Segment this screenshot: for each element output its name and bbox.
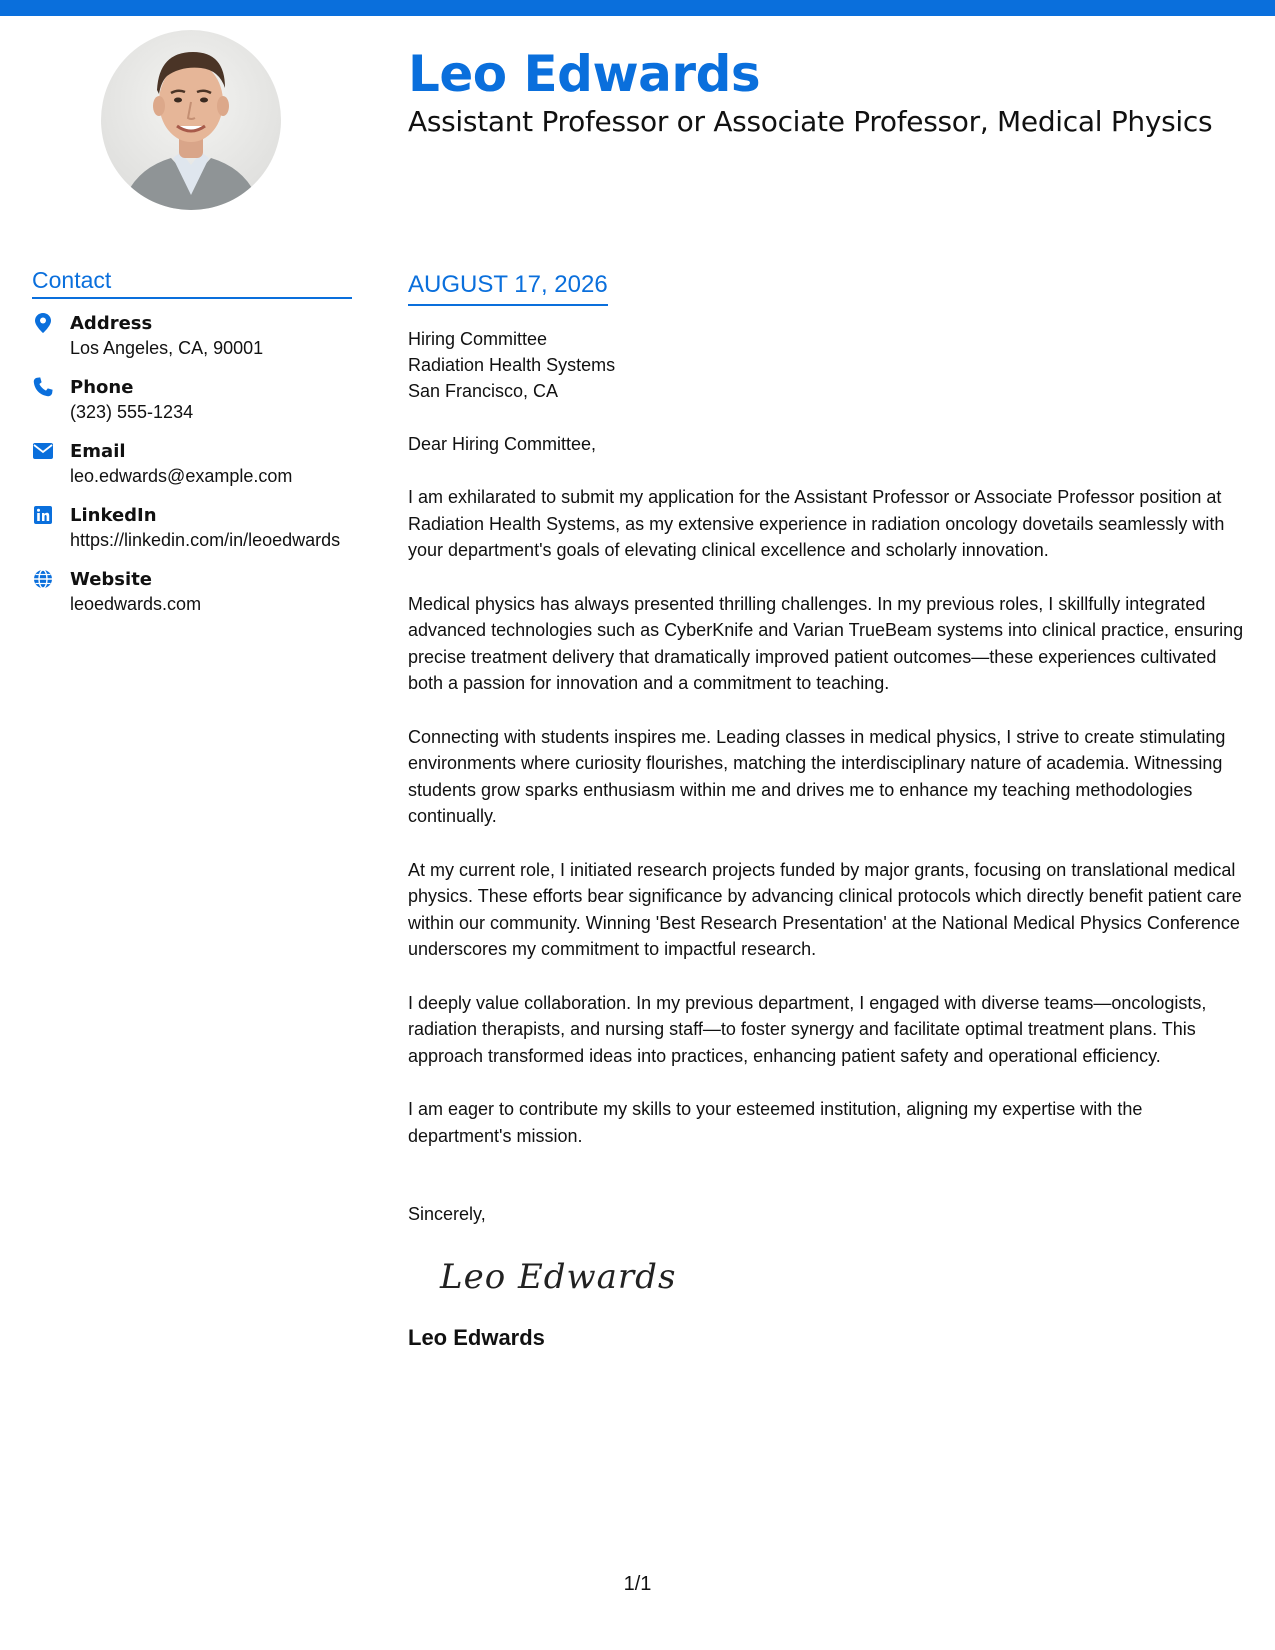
- contact-label: Email: [70, 441, 126, 462]
- portrait-photo: [101, 30, 281, 210]
- contact-label: Address: [70, 313, 153, 334]
- website-value[interactable]: leoedwards.com: [70, 594, 202, 614]
- address-value: Los Angeles, CA, 90001: [70, 338, 264, 358]
- letter-paragraph: I deeply value collaboration. In my previous department, I engaged with diverse teams—oncologists, radiation therapists, and nursing staff—to foster synergy and facilitate optimal treatment plans. This approach transformed ideas into practices, enhancing patient safety and operational efficiency.: [408, 992, 1207, 1066]
- applicant-name: Leo Edwards: [408, 45, 761, 103]
- location-pin-icon: [32, 312, 54, 334]
- recipient-line: Hiring Committee: [408, 329, 548, 349]
- email-value[interactable]: leo.edwards@example.com: [70, 466, 293, 486]
- contact-heading: Contact: [32, 264, 352, 299]
- signed-name: Leo Edwards: [408, 1325, 545, 1350]
- contact-label: LinkedIn: [70, 505, 157, 526]
- contact-label: Phone: [70, 377, 134, 398]
- phone-icon: [32, 376, 54, 398]
- letter-paragraph: I am eager to contribute my skills to your esteemed institution, aligning my expertise with the department's mission.: [408, 1099, 1143, 1146]
- recipient-block: [408, 326, 1248, 404]
- recipient-line: Radiation Health Systems: [408, 355, 616, 375]
- salutation: Dear Hiring Committee,: [408, 434, 597, 454]
- contact-sidebar: [32, 264, 352, 631]
- contact-item-address: [32, 311, 352, 361]
- globe-icon: [32, 568, 54, 590]
- avatar: [101, 30, 281, 210]
- job-title: Assistant Professor or Associate Professor, Medical Physics: [408, 105, 1213, 138]
- closing: Sincerely,: [408, 1204, 486, 1224]
- envelope-icon: [32, 440, 54, 462]
- letter-paragraph: I am exhilarated to submit my application for the Assistant Professor or Associate Professor position at Radiation Health Systems, as my extensive experience in radiation oncology dovetails seamlessly with your department's goals of elevating clinical excellence and scholarly innovation.: [408, 487, 1225, 560]
- cover-letter-body: [408, 268, 1248, 1353]
- phone-value: (323) 555-1234: [70, 402, 194, 422]
- linkedin-icon: [32, 504, 54, 526]
- letter-paragraph: At my current role, I initiated research projects funded by major grants, focusing on translational medical physics. These efforts bear significance by advancing clinical protocols which directly benefit patient care within our community. Winning 'Best Research Presentation' at the National Medical Physics Conference underscores my commitment to impactful research.: [408, 859, 1242, 959]
- top-accent-bar: [0, 0, 1275, 16]
- letter-date: AUGUST 17, 2026: [408, 268, 608, 306]
- contact-item-phone: [32, 375, 352, 425]
- contact-item-website: [32, 567, 352, 617]
- handwritten-signature: Leo Edwards: [440, 1257, 677, 1297]
- contact-item-email: [32, 439, 352, 489]
- recipient-line: San Francisco, CA: [408, 381, 559, 401]
- contact-item-linkedin: [32, 503, 352, 553]
- linkedin-value[interactable]: https://linkedin.com/in/leoedwards: [70, 530, 341, 550]
- contact-label: Website: [70, 569, 153, 590]
- letter-paragraph: Medical physics has always presented thrilling challenges. In my previous roles, I skillfully integrated advanced technologies such as CyberKnife and Varian TrueBeam systems into clinical practice, ensuring precise treatment delivery that dramatically improved patient outcomes—these experiences cultivated both a passion for innovation and a commitment to teaching.: [408, 593, 1244, 693]
- page-number: 1/1: [623, 1573, 652, 1595]
- letter-paragraph: Connecting with students inspires me. Leading classes in medical physics, I strive to create stimulating environments where curiosity flourishes, matching the interdisciplinary nature of academia. Witnessing students grow sparks enthusiasm within me and drives me to enhance my teaching methodologies continually.: [408, 726, 1226, 826]
